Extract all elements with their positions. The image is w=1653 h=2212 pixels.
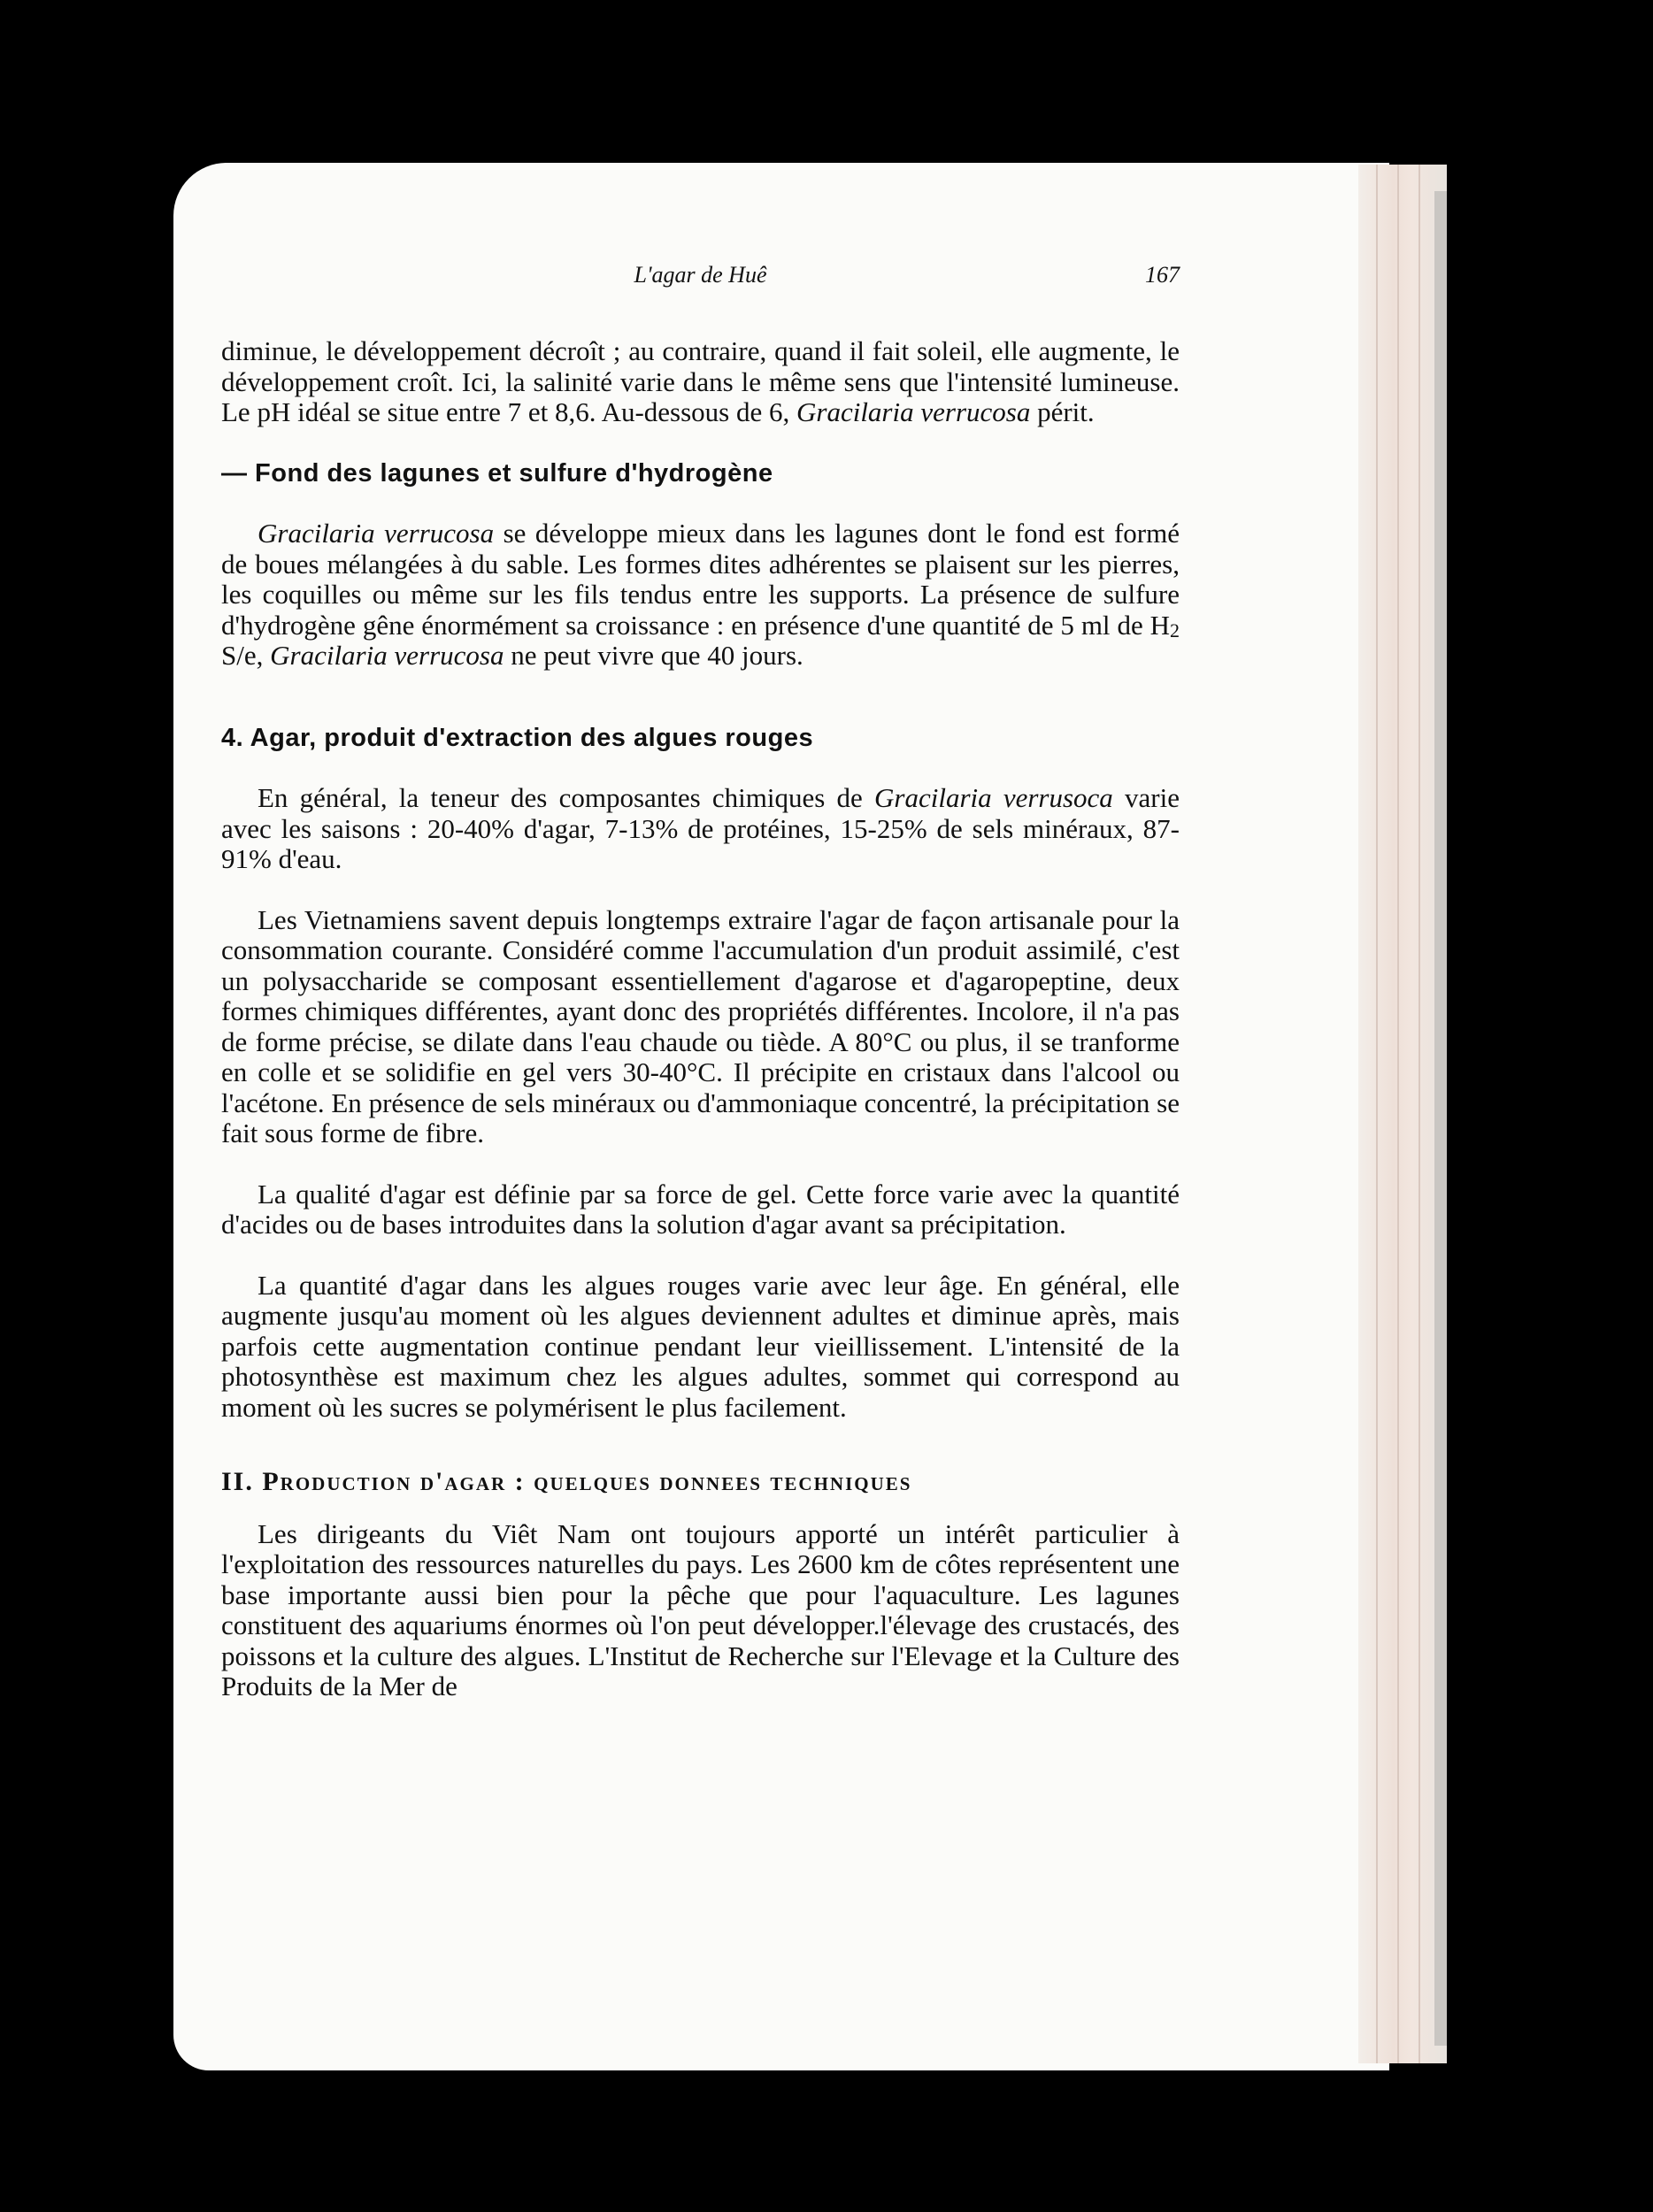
paragraph: Gracilaria verrucosa se développe mieux dans les lagunes dont le fond est formé de boues mélangées à du sable. Les formes dites adhérentes se plaisent sur les pierres, les coquilles ou même sur les fils tendus entre les supports. La présence de sulfure d'hydrogène gêne énormément sa croissance : en présence d'une quantité de 5 ml de $H_2$ S/e, Gracilaria verrucosa ne peut vivre que 40 jours.	[221, 518, 1180, 671]
paragraph: La quantité d'agar dans les algues rouges varie avec leur âge. En général, elle augmente jusqu'au moment où les algues deviennent adultes et diminue après, mais parfois cette augmentation continue pendant leur vieillissement. L'intensité de la photosynthèse est maximum chez les algues adultes, sommet qui correspond au moment où les sucres se polymérisent le plus facilement.	[221, 1269, 1180, 1423]
paragraph: Les dirigeants du Viêt Nam ont toujours apporté un intérêt particulier à l'exploitation des ressources naturelles du pays. Les 2600 km de côtes représentent une base importante aussi bien pour la pêche que pour l'aquaculture. Les lagunes constituent des aquariums énormes où l'on peut développer.l'élevage des crustacés, des poissons et la culture des algues. L'Institut de Recherche sur l'Elevage et la Culture des Produits de la Mer de	[221, 1517, 1180, 1701]
section-heading: — Fond des lagunes et sulfure d'hydrogène	[221, 458, 773, 488]
running-head-title: L'agar de Huê	[634, 262, 767, 288]
running-head	[221, 262, 1180, 292]
paragraph: diminue, le développement décroît ; au contraire, quand il fait soleil, elle augmente, le développement croît. Ici, la salinité varie dans le même sens que l'intensité lumineuse. Le pH idéal se situe entre 7 et 8,6. Au-dessous de 6, Gracilaria verrucosa périt.	[221, 335, 1180, 427]
section-heading: 4. Agar, produit d'extraction des algues rouges	[221, 723, 814, 752]
chapter-heading: II. Production d'agar : quelques donnees techniques	[221, 1467, 912, 1496]
paragraph: Les Vietnamiens savent depuis longtemps extraire l'agar de façon artisanale pour la consommation courante. Considéré comme l'accumulation d'un produit assimilé, c'est un polysaccharide se composant essentiellement d'agarose et d'agaropeptine, deux formes chimiques différentes, ayant donc des propriétés différentes. Incolore, il n'a pas de forme précise, se dilate dans l'eau chaude ou tiède. A 80°C ou plus, il se tranforme en colle et se solidifie en gel vers 30-40°C. Il précipite en cristaux dans l'alcool ou l'acétone. En présence de sels minéraux ou d'ammoniaque concentré, la précipitation se fait sous forme de fibre.	[221, 903, 1180, 1148]
page-edge-stack	[1358, 165, 1447, 2063]
page-number: 167	[1145, 262, 1180, 288]
paragraph: La qualité d'agar est définie par sa force de gel. Cette force varie avec la quantité d'acides ou de bases introduites dans la solution d'agar avant sa précipitation.	[221, 1178, 1180, 1240]
paragraph: En général, la teneur des composantes chimiques de Gracilaria verrusoca varie avec les saisons : 20-40% d'agar, 7-13% de protéines, 15-25% de sels minéraux, 87-91% d'eau.	[221, 782, 1180, 874]
body-text	[221, 336, 1180, 1702]
